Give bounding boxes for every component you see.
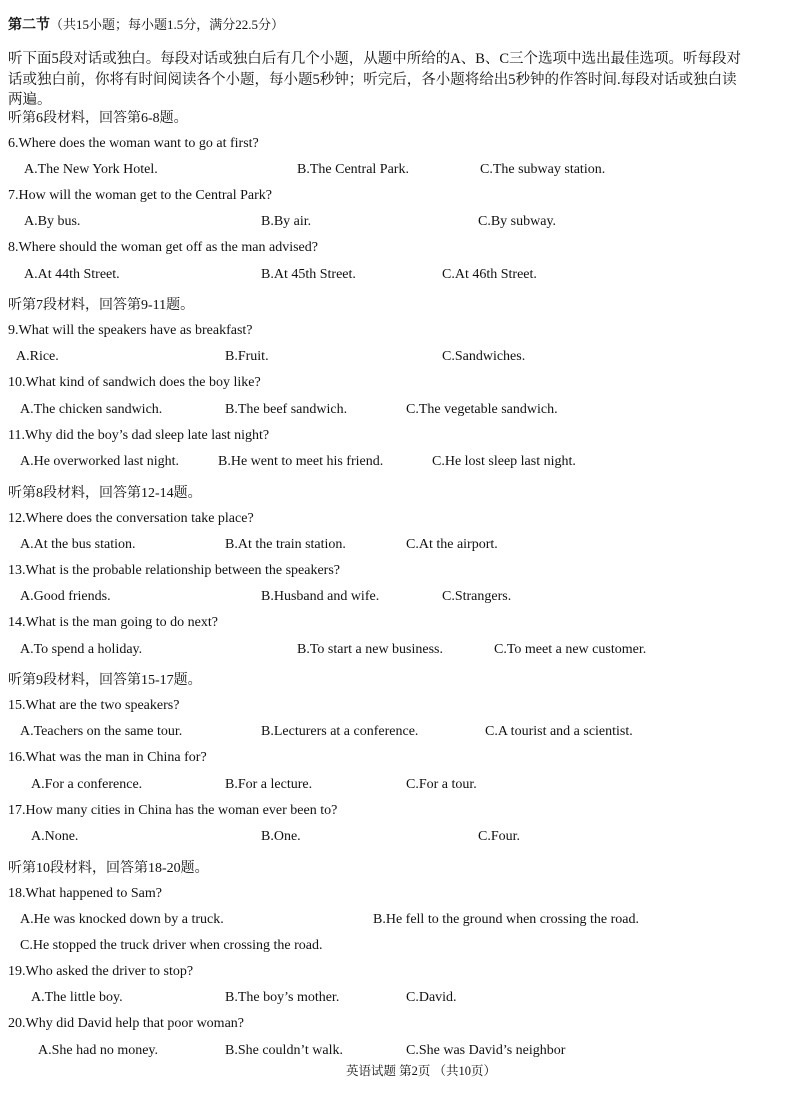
question-stem: 14.What is the man going to do next?	[8, 615, 218, 630]
question-stem: 11.Why did the boy’s dad sleep late last night?	[8, 428, 270, 443]
option-a: A.Teachers on the same tour.	[20, 724, 183, 739]
option-c: C.At the airport.	[406, 537, 498, 552]
question-stem: 7.How will the woman get to the Central Park?	[8, 188, 272, 203]
option-a: A.By bus.	[24, 214, 81, 229]
option-c: C.Four.	[478, 829, 521, 844]
option-c: C.By subway.	[478, 214, 557, 229]
option-c: C.Strangers.	[442, 589, 512, 604]
option-a: A.At 44th Street.	[24, 267, 120, 282]
option-b: B.One.	[261, 829, 301, 844]
option-b: B.Fruit.	[225, 349, 269, 364]
group-heading: 听第8段材料，回答第12-14题。	[8, 486, 202, 501]
option-a: A.None.	[31, 829, 79, 844]
option-a: A.At the bus station.	[20, 537, 136, 552]
option-b: B.Lecturers at a conference.	[261, 724, 419, 739]
option-a: A.For a conference.	[31, 777, 143, 792]
option-b: B.She couldn’t walk.	[225, 1043, 343, 1058]
question-stem: 18.What happened to Sam?	[8, 886, 162, 901]
option-b: B.Husband and wife.	[261, 589, 380, 604]
option-c: C.He stopped the truck driver when crossing the road.	[20, 938, 323, 953]
instructions-line-1: 听下面5段对话或独白。每段对话或独白后有几个小题，从题中所给的A、B、C三个选项中选出最佳选项。听每段对	[8, 51, 742, 67]
option-c: C.For a tour.	[406, 777, 477, 792]
option-c: C.The subway station.	[480, 162, 606, 177]
option-c: C.Sandwiches.	[442, 349, 526, 364]
option-a: A.To spend a holiday.	[20, 642, 143, 657]
option-a: A.The New York Hotel.	[24, 162, 158, 177]
question-stem: 6.Where does the woman want to go at first?	[8, 136, 259, 151]
group-heading: 听第7段材料，回答第9-11题。	[8, 298, 195, 313]
group-heading: 听第10段材料，回答第18-20题。	[8, 861, 209, 876]
option-c: C.He lost sleep last night.	[432, 454, 576, 469]
option-a: A.Rice.	[16, 349, 59, 364]
question-stem: 17.How many cities in China has the woman ever been to?	[8, 803, 338, 818]
instructions-line-2: 话或独白前，你将有时间阅读各个小题，每小题5秒钟；听完后，各小题将给出5秒钟的作答时间.每段对话或独白读	[8, 72, 737, 88]
option-a: A.He was knocked down by a truck.	[20, 912, 224, 927]
option-a: A.The little boy.	[31, 990, 123, 1005]
option-b: B.The boy’s mother.	[225, 990, 340, 1005]
question-stem: 13.What is the probable relationship between the speakers?	[8, 563, 340, 578]
option-a: A.He overworked last night.	[20, 454, 180, 469]
question-stem: 8.Where should the woman get off as the man advised?	[8, 240, 318, 255]
option-a: A.Good friends.	[20, 589, 111, 604]
group-heading: 听第6段材料，回答第6-8题。	[8, 111, 188, 126]
option-a: A.She had no money.	[38, 1043, 159, 1058]
option-b: B.The Central Park.	[297, 162, 409, 177]
section-title-scoring: （共15小题；每小题1.5分，满分22.5分）	[50, 17, 285, 32]
option-b: B.For a lecture.	[225, 777, 313, 792]
section-title	[8, 14, 284, 34]
question-stem: 10.What kind of sandwich does the boy like?	[8, 375, 261, 390]
question-stem: 12.Where does the conversation take place?	[8, 511, 254, 526]
question-stem: 16.What was the man in China for?	[8, 750, 207, 765]
group-heading: 听第9段材料，回答第15-17题。	[8, 673, 202, 688]
section-title-bold: 第二节	[8, 18, 50, 33]
instructions-line-3: 两遍。	[8, 92, 52, 108]
option-c: C.To meet a new customer.	[494, 642, 647, 657]
option-c: C.David.	[406, 990, 457, 1005]
question-stem: 20.Why did David help that poor woman?	[8, 1016, 245, 1031]
option-c: C.She was David’s neighbor	[406, 1043, 566, 1058]
option-b: B.By air.	[261, 214, 312, 229]
option-b: B.He went to meet his friend.	[218, 454, 384, 469]
question-stem: 9.What will the speakers have as breakfast?	[8, 323, 253, 338]
option-c: C.At 46th Street.	[442, 267, 537, 282]
option-b: B.At the train station.	[225, 537, 346, 552]
page-footer: 英语试题 第2页 （共10页）	[346, 1064, 497, 1078]
question-stem: 19.Who asked the driver to stop?	[8, 964, 194, 979]
option-b: B.At 45th Street.	[261, 267, 356, 282]
option-b: B.The beef sandwich.	[225, 402, 348, 417]
option-a: A.The chicken sandwich.	[20, 402, 163, 417]
question-stem: 15.What are the two speakers?	[8, 698, 180, 713]
option-c: C.A tourist and a scientist.	[485, 724, 633, 739]
option-b: B.He fell to the ground when crossing the road.	[373, 912, 639, 927]
option-c: C.The vegetable sandwich.	[406, 402, 558, 417]
option-b: B.To start a new business.	[297, 642, 444, 657]
